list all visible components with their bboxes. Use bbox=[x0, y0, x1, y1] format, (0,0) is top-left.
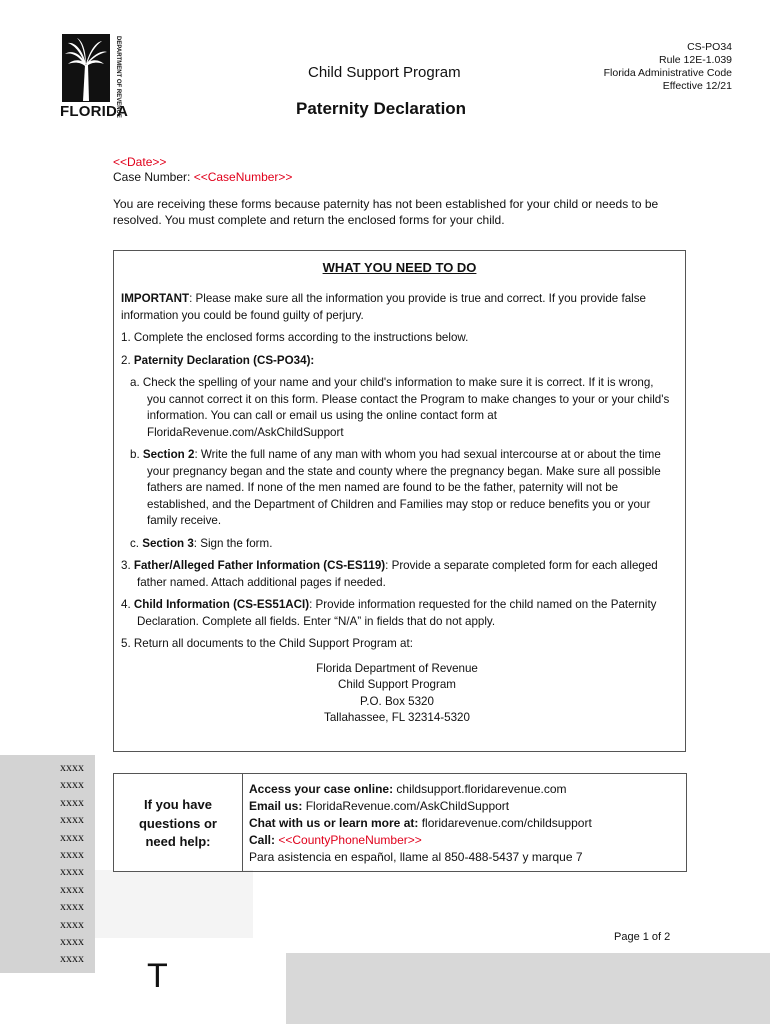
step-5: 5. Return all documents to the Child Support Program at: bbox=[121, 637, 413, 650]
spanish-assistance-line: Para asistencia en español, llame al 850-488-5437 y marque 7 bbox=[249, 850, 583, 864]
redaction-mark: xxxx bbox=[60, 760, 84, 774]
redaction-mark: xxxx bbox=[60, 829, 84, 844]
large-letter-t: T bbox=[147, 957, 168, 995]
gray-overlay-mid bbox=[95, 870, 253, 938]
call-line: Call: <<CountyPhoneNumber>> bbox=[249, 833, 422, 847]
email-link[interactable]: FloridaRevenue.com/AskChildSupport bbox=[302, 799, 510, 813]
redaction-mark: xxxx bbox=[60, 812, 84, 827]
redaction-mark: xxxx bbox=[60, 777, 84, 792]
redaction-mark: xxxx bbox=[60, 899, 84, 914]
redaction-mark: xxxx bbox=[60, 916, 84, 931]
important-note: IMPORTANT: Please make sure all the information you provide is true and correct. If you provide false information you could be found guilty of perjury. bbox=[121, 292, 646, 322]
admin-code: Florida Administrative Code bbox=[603, 67, 732, 79]
redaction-mark: xxxx bbox=[60, 864, 84, 879]
gray-overlay-bottom bbox=[286, 953, 770, 1024]
department-vertical-text: DEPARTMENT OF REVENUE bbox=[115, 36, 121, 118]
date-placeholder: <<Date>> bbox=[113, 155, 167, 169]
chat-line: Chat with us or learn more at: floridarevenue.com/childsupport bbox=[249, 816, 592, 830]
mailing-address: Florida Department of Revenue Child Support Program P.O. Box 5320 Tallahassee, FL 32314-5320 bbox=[316, 661, 478, 724]
help-heading-cell: If you have questions or need help: bbox=[114, 774, 243, 871]
chat-link[interactable]: floridarevenue.com/childsupport bbox=[418, 816, 592, 830]
access-online-line: Access your case online: childsupport.floridarevenue.com bbox=[249, 782, 567, 796]
redaction-mark: xxxx bbox=[60, 934, 84, 949]
redaction-mark: xxxx bbox=[60, 951, 84, 966]
redaction-marks bbox=[60, 759, 84, 968]
form-code-block bbox=[604, 41, 732, 93]
step-2: 2. Paternity Declaration (CS-PO34): bbox=[121, 353, 315, 367]
redaction-mark: xxxx bbox=[60, 881, 84, 896]
case-number-line bbox=[113, 170, 292, 184]
step-1: 1. Complete the enclosed forms according to the instructions below. bbox=[121, 331, 469, 344]
rule-number: Rule 12E-1.039 bbox=[659, 54, 732, 66]
access-online-link[interactable]: childsupport.floridarevenue.com bbox=[393, 782, 567, 796]
step-2c: c. Section 3: Sign the form. bbox=[130, 536, 273, 550]
redaction-mark: xxxx bbox=[60, 794, 84, 809]
case-number-label: Case Number: bbox=[113, 170, 194, 184]
step-3: 3. Father/Alleged Father Information (CS-ES119): Provide a separate completed form for each alleged father named. Attach additional pages if needed. bbox=[121, 559, 658, 589]
effective-date: Effective 12/21 bbox=[662, 80, 732, 92]
help-table bbox=[113, 773, 687, 872]
redaction-mark: xxxx bbox=[60, 847, 84, 862]
form-title: Paternity Declaration bbox=[296, 99, 467, 118]
logo-wordmark: FLORIDA bbox=[60, 103, 129, 120]
program-title: Child Support Program bbox=[308, 64, 461, 81]
instructions-title: WHAT YOU NEED TO DO bbox=[322, 260, 477, 275]
help-contact-cell bbox=[249, 781, 592, 866]
email-line: Email us: FloridaRevenue.com/AskChildSupport bbox=[249, 799, 510, 813]
step-2a: a. Check the spelling of your name and your child's information to make sure it is correct. If it is wrong, you cannot correct it on this form. Please contact the Program to make changes to your or your child's information. You can call or email us using the online contact form at FloridaRevenue.com/AskChildSupport bbox=[130, 376, 670, 439]
instructions-box bbox=[113, 250, 686, 752]
step-2b: b. Section 2: Write the full name of any man with whom you had sexual intercourse at or about the time your pregnancy began and the state and county where the pregnancy began. Make sure all possible fathers are named. If none of the men named are found to be the father, paternity will not be established, and the Department of Children and Families may stop or reduce benefits you or your family receive. bbox=[130, 448, 661, 527]
county-phone-placeholder: <<CountyPhoneNumber>> bbox=[275, 833, 422, 847]
intro-paragraph: You are receiving these forms because paternity has not been established for your child or needs to be resolved. You must complete and return the enclosed forms for your child. bbox=[113, 197, 659, 227]
step-4: 4. Child Information (CS-ES51ACI): Provide information requested for the child named on the Paternity Declaration. Complete all fields. Enter “N/A” in fields that do not apply. bbox=[121, 598, 657, 628]
form-number: CS-PO34 bbox=[687, 41, 732, 53]
page-number: Page 1 of 2 bbox=[614, 931, 671, 943]
case-number-placeholder: <<CaseNumber>> bbox=[193, 170, 293, 184]
